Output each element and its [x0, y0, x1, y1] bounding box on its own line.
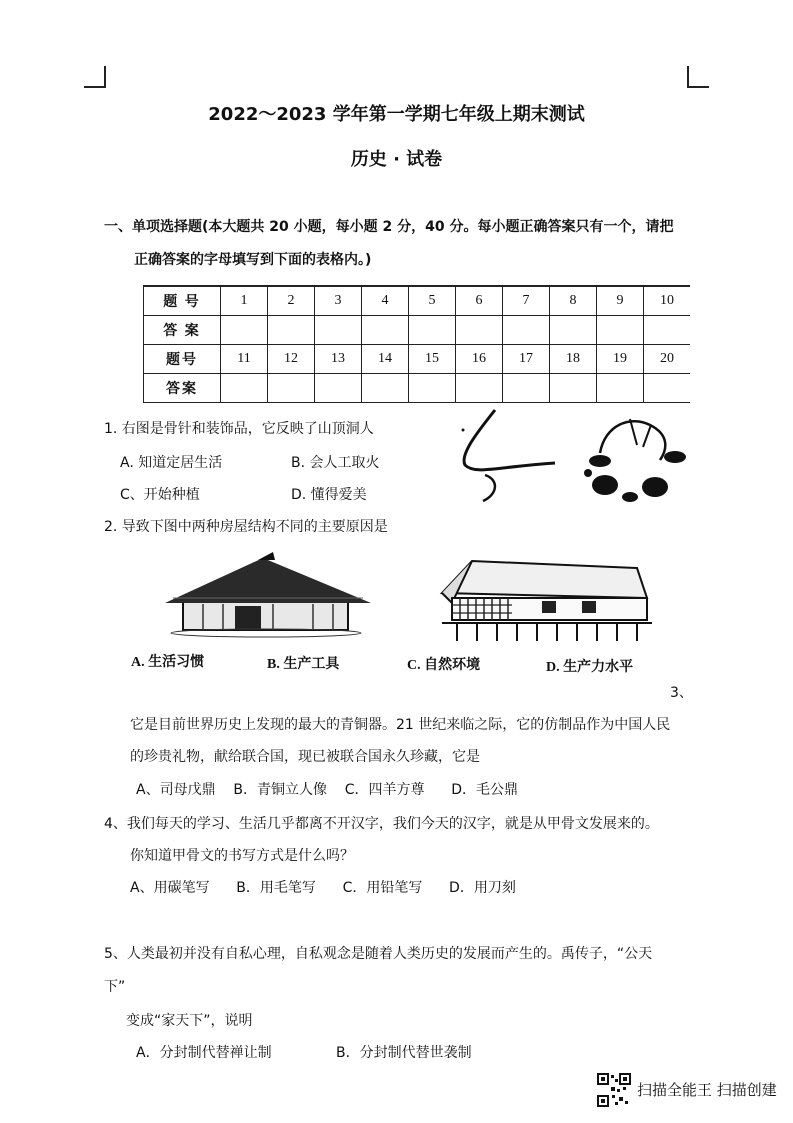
answer-cell[interactable] — [362, 316, 409, 345]
row-label: 题号 — [144, 345, 221, 374]
row-label: 答案 — [144, 374, 221, 403]
number-cell: 5 — [409, 286, 456, 316]
number-cell: 6 — [456, 286, 503, 316]
number-cell: 16 — [456, 345, 503, 374]
answer-cell[interactable] — [597, 316, 644, 345]
q3-stem-line1: 它是目前世界历史上发现的最大的青铜器。21 世纪来临之际，它的仿制品作为中国人民 — [130, 717, 671, 733]
answer-cell[interactable] — [550, 316, 597, 345]
number-cell: 9 — [597, 286, 644, 316]
number-cell: 4 — [362, 286, 409, 316]
q2-option-a[interactable]: A. 生活习惯 — [131, 655, 205, 670]
answer-cell[interactable] — [597, 374, 644, 403]
answer-table-row-answers-2 — [144, 374, 691, 403]
number-cell: 20 — [644, 345, 691, 374]
answer-cell[interactable] — [315, 374, 362, 403]
q2-stem: 2. 导致下图中两种房屋结构不同的主要原因是 — [104, 519, 388, 535]
exam-subtitle: 历史 · 试卷 — [350, 149, 443, 170]
answer-cell[interactable] — [268, 316, 315, 345]
answer-table-row-answers-1 — [144, 316, 691, 345]
q2-option-c[interactable]: C. 自然环境 — [407, 658, 481, 673]
answer-cell[interactable] — [409, 316, 456, 345]
number-cell: 7 — [503, 286, 550, 316]
crop-mark-top-left — [84, 66, 106, 88]
answer-cell[interactable] — [221, 316, 268, 345]
q1-option-d[interactable]: D. 懂得爱美 — [291, 487, 367, 503]
q4-stem-line1: 4、我们每天的学习、生活几乎都离不开汉字，我们今天的汉字，就是从甲骨文发展来的。 — [104, 816, 659, 832]
answer-cell[interactable] — [644, 316, 691, 345]
row-label: 题 号 — [144, 286, 221, 316]
q5-option-a[interactable]: A．分封制代替禅让制 — [136, 1045, 272, 1061]
number-cell: 10 — [644, 286, 691, 316]
section1-heading-line1: 一、单项选择题(本大题共 20 小题，每小题 2 分，40 分。每小题正确答案只有一个，请把 — [104, 219, 674, 235]
q2-option-d[interactable]: D. 生产力水平 — [546, 660, 634, 675]
q2-option-b[interactable]: B. 生产工具 — [267, 657, 340, 672]
q1-option-b[interactable]: B. 会人工取火 — [291, 455, 380, 471]
answer-cell[interactable] — [503, 316, 550, 345]
number-cell: 2 — [268, 286, 315, 316]
exam-title: 2022～2023 学年第一学期七年级上期末测试 — [208, 104, 585, 125]
number-cell: 18 — [550, 345, 597, 374]
number-cell: 17 — [503, 345, 550, 374]
q5-stem-line3: 变成“家天下”，说明 — [126, 1013, 253, 1029]
q4-stem-line2: 你知道甲骨文的书写方式是什么吗？ — [130, 848, 354, 864]
answer-cell[interactable] — [409, 374, 456, 403]
answer-cell[interactable] — [503, 374, 550, 403]
stilt-house-icon — [432, 553, 660, 643]
q3-stem-line2: 的珍贵礼物，献给联合国，现已被联合国永久珍藏，它是 — [130, 749, 480, 765]
answer-cell[interactable] — [550, 374, 597, 403]
number-cell: 15 — [409, 345, 456, 374]
q3-number: 3、 — [670, 685, 693, 701]
q5-stem-line1: 5、人类最初并没有自私心理，自私观念是随着人类历史的发展而产生的。禹传子，“公天 — [104, 946, 653, 962]
number-cell: 19 — [597, 345, 644, 374]
round-thatched-hut-icon — [163, 548, 373, 640]
answer-table — [143, 285, 690, 403]
section1-heading-line2: 正确答案的字母填写到下面的表格内。) — [134, 252, 372, 268]
answer-cell[interactable] — [268, 374, 315, 403]
q1-stem: 1. 右图是骨针和装饰品，它反映了山顶洞人 — [104, 421, 374, 437]
answer-cell[interactable] — [644, 374, 691, 403]
number-cell: 8 — [550, 286, 597, 316]
number-cell: 11 — [221, 345, 268, 374]
answer-cell[interactable] — [315, 316, 362, 345]
answer-cell[interactable] — [221, 374, 268, 403]
q3-options[interactable]: A、司母戊鼎 B．青铜立人像 C．四羊方尊 D．毛公鼎 — [136, 782, 519, 798]
number-cell: 13 — [315, 345, 362, 374]
qr-code-icon — [597, 1073, 631, 1107]
q1-option-a[interactable]: A. 知道定居生活 — [120, 455, 223, 471]
crop-mark-top-right — [687, 66, 709, 88]
q5-option-b[interactable]: B．分封制代替世袭制 — [336, 1045, 472, 1061]
number-cell: 1 — [221, 286, 268, 316]
number-cell: 3 — [315, 286, 362, 316]
scanner-watermark-text: 扫描全能王 扫描创建 — [637, 1081, 777, 1099]
answer-table-row-numbers-2 — [144, 345, 691, 374]
row-label: 答 案 — [144, 316, 221, 345]
q5-stem-line2: 下” — [104, 979, 126, 995]
answer-cell[interactable] — [362, 374, 409, 403]
q4-options[interactable]: A、用碳笔写 B．用毛笔写 C．用铅笔写 D．用刀刻 — [130, 880, 516, 896]
number-cell: 14 — [362, 345, 409, 374]
bone-needle-and-ornament-icon — [455, 405, 695, 505]
number-cell: 12 — [268, 345, 315, 374]
answer-cell[interactable] — [456, 316, 503, 345]
answer-cell[interactable] — [456, 374, 503, 403]
answer-table-row-numbers-1 — [144, 286, 691, 316]
q1-option-c[interactable]: C、开始种植 — [120, 487, 200, 503]
